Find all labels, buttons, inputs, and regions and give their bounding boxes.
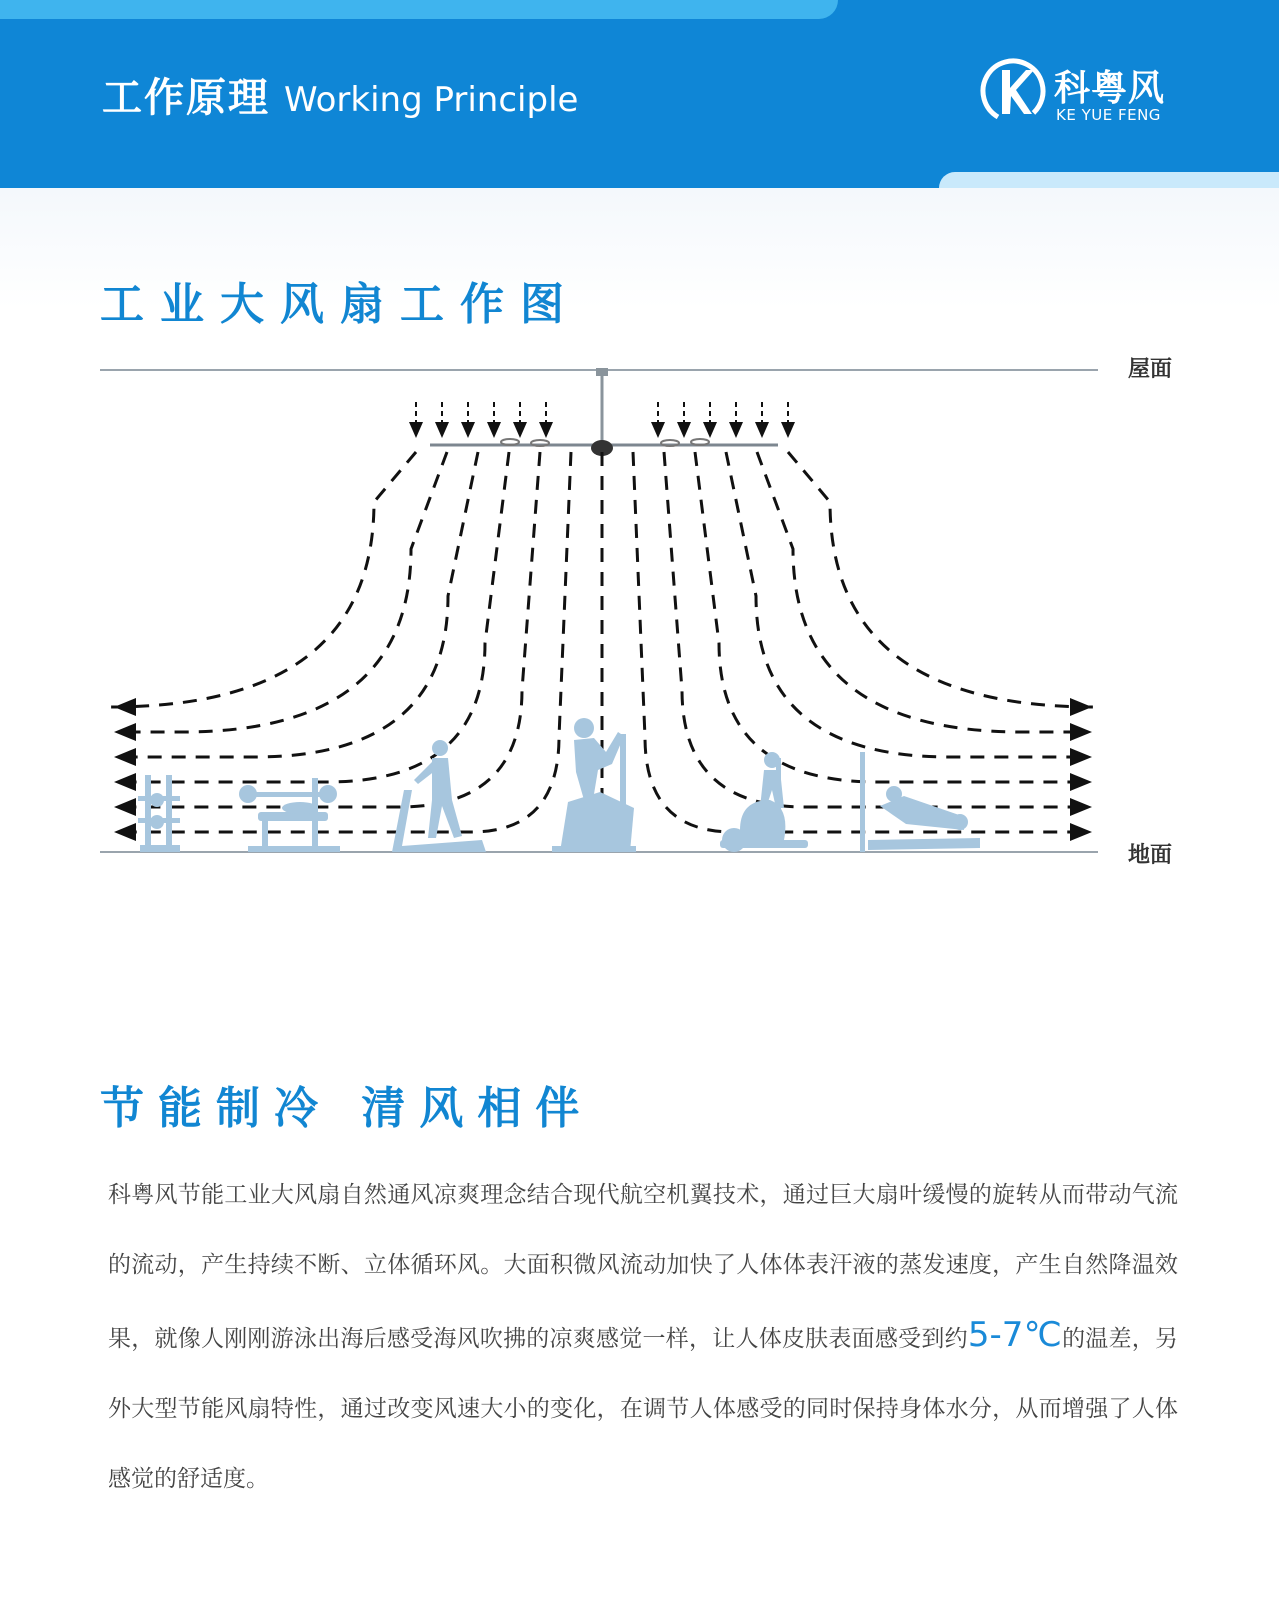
page-title (102, 70, 578, 134)
description-paragraph (108, 1160, 1178, 1514)
elliptical-icon (720, 752, 808, 852)
brand-logo-icon (980, 58, 1046, 124)
exercise-bike-icon (552, 718, 636, 852)
fan-icon (430, 368, 778, 456)
description-text-part1: 科粤风节能工业大风扇自然通风凉爽理念结合现代航空机翼技术，通过巨大扇叶缓慢的旋转从而带动气流的流动，产生持续不断、立体循环风。大面积微风流动加快了人体体表汗液的蒸发速度，产生自然降温效果，就像人刚刚游泳出海后感受海风吹拂的凉爽感觉一样，让人体皮肤表面感受到约 (108, 1182, 1178, 1352)
brand-logo (980, 56, 1180, 128)
arrow-left-icon (114, 723, 136, 741)
airflow-line (125, 452, 540, 807)
airflow-line (633, 452, 1080, 832)
bench-press-icon (239, 778, 340, 852)
section-title-cooling: 节能制冷 清风相伴 (100, 1083, 594, 1134)
dumbbell-rack-icon (138, 775, 180, 852)
airflow-line (664, 452, 1080, 807)
airflow-line (125, 452, 571, 832)
arrow-down-icon (513, 422, 527, 438)
arrow-down-icon (487, 422, 501, 438)
airflow-line (726, 452, 1080, 757)
arrow-right-icon (1070, 798, 1092, 816)
arrow-left-icon (114, 823, 136, 841)
airflow-svg (0, 360, 1279, 900)
arrow-right-icon (1070, 698, 1092, 716)
arrow-right-icon (1070, 773, 1092, 791)
airflow-line (110, 452, 416, 707)
arrow-right-icon (1070, 748, 1092, 766)
header-decor-strip-bottom (939, 172, 1279, 188)
page-title-cn: 工作原理 (102, 75, 270, 121)
description-text-part2: 的温差，另外大型节能风扇特性，通过改变风速大小的变化，在调节人体感受的同时保持身体水分，从而增强了人体感觉的舒适度。 (108, 1326, 1179, 1492)
treadmill-icon (392, 740, 486, 852)
header-decor-strip-top (0, 0, 838, 19)
arrow-left-icon (114, 798, 136, 816)
arrow-down-icon (781, 422, 795, 438)
fan-airflow-diagram (0, 357, 1279, 900)
brand-name-en: KE YUE FENG (1056, 106, 1161, 124)
arrow-left-icon (114, 748, 136, 766)
airflow-line (757, 452, 1080, 732)
arrow-down-icon (461, 422, 475, 438)
arrow-down-icon (435, 422, 449, 438)
rowing-machine-icon (860, 752, 980, 852)
arrow-left-icon (114, 773, 136, 791)
header-banner (0, 0, 1279, 188)
temperature-highlight: 5-7℃ (967, 1315, 1063, 1355)
airflow-line (788, 452, 1094, 707)
page-title-en: Working Principle (284, 80, 579, 120)
airflow-lines (110, 452, 1094, 832)
label-roof: 屋面 (1128, 357, 1173, 382)
arrow-right-icon (1070, 823, 1092, 841)
brand-name-cn: 科粤风 (1054, 68, 1166, 109)
arrow-down-icon (539, 422, 553, 438)
label-ground: 地面 (1128, 843, 1173, 868)
airflow-line (125, 452, 478, 757)
arrow-down-icon (409, 422, 423, 438)
arrow-down-icon (651, 422, 665, 438)
arrow-down-icon (703, 422, 717, 438)
arrow-down-icon (755, 422, 769, 438)
arrow-right-icon (1070, 723, 1092, 741)
section-title-diagram: 工业大风扇工作图 (100, 279, 580, 330)
arrow-down-icon (677, 422, 691, 438)
arrow-left-icon (114, 698, 136, 716)
arrow-down-icon (729, 422, 743, 438)
airflow-line (125, 452, 447, 732)
